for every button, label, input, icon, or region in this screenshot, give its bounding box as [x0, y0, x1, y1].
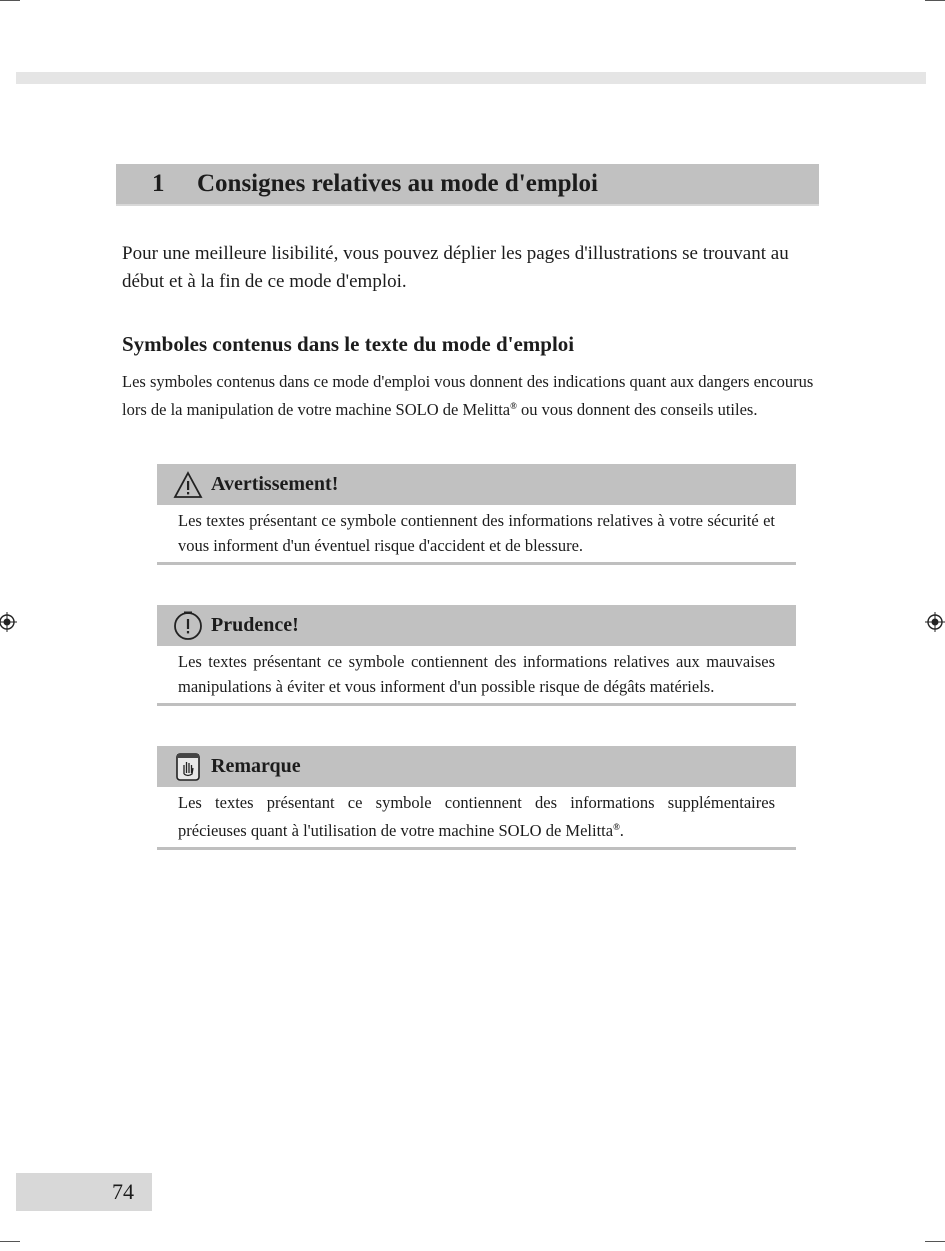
- notice-body: [157, 787, 796, 850]
- notice-warning: [157, 464, 796, 565]
- notice-title: Remarque: [211, 755, 301, 777]
- notice-body: Les textes présentant ce symbole contiennent des informations relatives à votre sécurité et vous informent d'un éventuel risque d'accident et de blessure.: [157, 505, 796, 565]
- chapter-number: 1: [152, 170, 165, 197]
- notice-header: [157, 746, 796, 787]
- section-paragraph: [122, 369, 822, 422]
- note-hand-icon: [173, 752, 203, 782]
- page-number-box: [16, 1173, 152, 1211]
- crop-mark-bottom-right: [925, 1241, 945, 1242]
- notice-body-text: Les textes présentant ce symbole contiennent des informations supplémentaires précieuses quant à l'utilisation de votre machine SOLO de Melitta: [178, 793, 775, 840]
- notice-header: [157, 605, 796, 646]
- notice-remark: [157, 746, 796, 850]
- page-number: 74: [112, 1179, 134, 1204]
- section-heading: Symboles contenus dans le texte du mode d'emploi: [122, 332, 575, 356]
- notice-title: Avertissement!: [211, 473, 339, 495]
- registered-mark: ®: [613, 822, 620, 832]
- caution-exclamation-icon: [173, 611, 203, 641]
- section-text-end: ou vous donnent des conseils utiles.: [516, 400, 758, 419]
- registration-mark-left: [0, 612, 17, 632]
- header-band: [16, 72, 926, 84]
- notice-title: Prudence!: [211, 614, 299, 636]
- chapter-heading-bar: [116, 164, 819, 206]
- crop-mark-bottom-left: [0, 1241, 20, 1242]
- notice-body: Les textes présentant ce symbole contiennent des informations relatives aux mauvaises manipulations à éviter et vous informent d'un possible risque de dégâts matériels.: [157, 646, 796, 706]
- notice-caution: [157, 605, 796, 706]
- warning-triangle-icon: [173, 470, 203, 500]
- registered-mark: ®: [510, 401, 517, 411]
- notice-header: [157, 464, 796, 505]
- intro-paragraph: Pour une meilleure lisibilité, vous pouvez déplier les pages d'illustrations se trouvant au début et à la fin de ce mode d'emploi.: [122, 243, 789, 292]
- crop-mark-top-right: [925, 0, 945, 1]
- section-text: Les symboles contenus dans ce mode d'emploi vous donnent des indications quant aux dangers encourus lors de la manipulation de votre machine SOLO de Melitta: [122, 372, 814, 419]
- registration-mark-right: [925, 612, 945, 632]
- chapter-title: Consignes relatives au mode d'emploi: [197, 170, 598, 197]
- crop-mark-top-left: [0, 0, 20, 1]
- notice-body-end: .: [619, 821, 624, 840]
